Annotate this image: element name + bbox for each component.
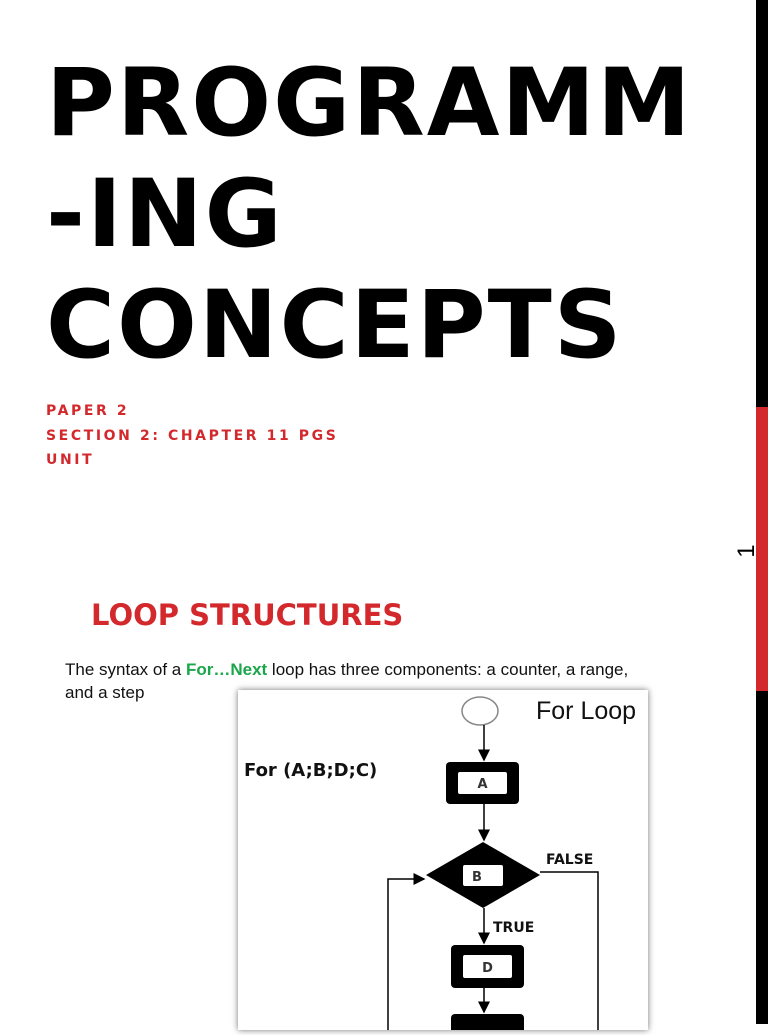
node-b-inner: [463, 865, 503, 886]
body-text-before: The syntax of a: [65, 660, 186, 679]
start-node: [462, 697, 498, 725]
flowchart-diagram: [238, 690, 648, 1030]
node-c-box: [451, 1014, 524, 1030]
flowchart-title: For Loop: [536, 697, 637, 725]
node-b-label: B: [472, 870, 482, 885]
node-d-label: D: [482, 961, 493, 976]
node-a-label: A: [477, 777, 488, 792]
false-label: FALSE: [546, 852, 594, 868]
false-path-line: [540, 872, 598, 1030]
title-line-2: -ING: [46, 160, 284, 269]
body-text-after: loop has three components: a counter, a range, and a step: [65, 660, 629, 702]
keyword-for-next: For…Next: [185, 660, 268, 679]
true-label: TRUE: [493, 920, 535, 936]
page-number: 1: [733, 544, 760, 558]
title-line-1: PROGRAMM: [46, 49, 693, 158]
subtitle-line-1: PAPER 2: [46, 403, 130, 419]
subtitle-line-3: UNIT: [46, 452, 95, 468]
for-syntax-label: For (A;B;D;C): [244, 760, 378, 781]
title-line-3: CONCEPTS: [46, 271, 624, 380]
subtitle-line-2: SECTION 2: CHAPTER 11 PGS: [46, 428, 339, 444]
section-heading: LOOP STRUCTURES: [91, 598, 404, 632]
flowchart-image: [238, 690, 648, 1030]
loop-back-line: [388, 879, 424, 1030]
